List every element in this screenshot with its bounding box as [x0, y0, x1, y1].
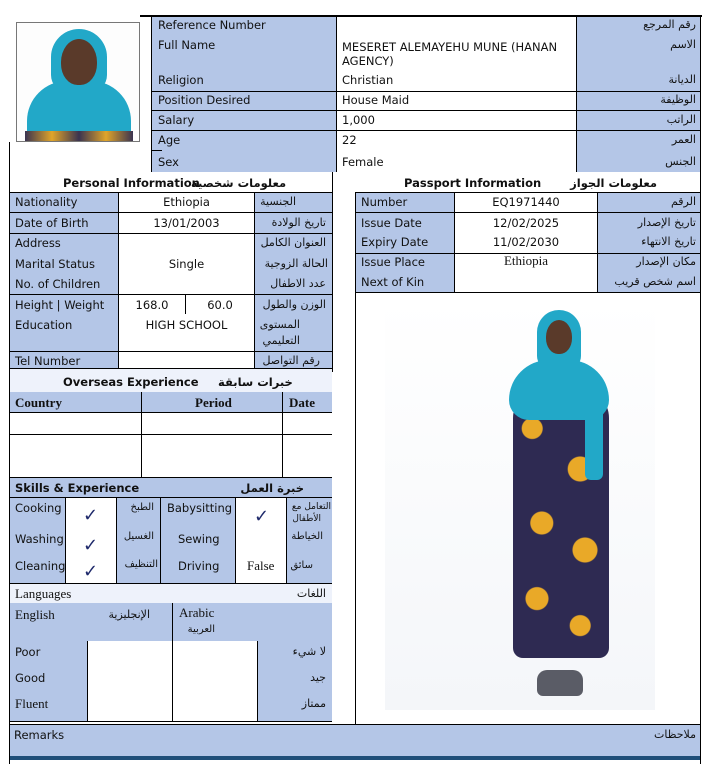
headshot-photo: [16, 22, 140, 142]
expiry-date-value: 11/02/2030: [492, 235, 560, 249]
skill-babysitting-label-ar-2: الأطفال: [292, 514, 321, 524]
row-divider: [10, 721, 332, 722]
position-label: Position Desired: [158, 93, 251, 107]
skill-babysitting-label: Babysitting: [167, 501, 233, 515]
skill-sewing-label-ar: الخياطة: [291, 531, 323, 542]
col-header-country: Country: [15, 395, 62, 410]
religion-label-ar: الديانة: [668, 73, 696, 86]
col-header-period: Period: [195, 395, 232, 410]
sex-label-ar: الجنس: [665, 155, 696, 168]
position-value: House Maid: [342, 93, 410, 107]
passport-number-value: EQ1971440: [492, 195, 560, 209]
education-value: HIGH SCHOOL: [145, 318, 228, 332]
col-divider: [160, 497, 161, 583]
tel-label: Tel Number: [15, 354, 81, 368]
skill-sewing-label: Sewing: [178, 532, 220, 546]
skill-babysitting-label-ar-1: التعامل مع: [291, 502, 331, 512]
skill-cleaning-label-ar: التنظيف: [124, 559, 158, 570]
row-divider: [10, 412, 332, 413]
age-label: Age: [158, 133, 181, 147]
skill-cooking-check-icon: ✓: [83, 505, 99, 526]
issue-date-label-ar: تاريخ الإصدار: [637, 216, 696, 229]
passport-title-ar: معلومات الجواز: [570, 176, 657, 190]
col-divider: [282, 392, 283, 477]
education-label: Education: [15, 318, 73, 332]
overseas-title: Overseas Experience: [63, 375, 199, 389]
col-divider: [87, 641, 88, 721]
personal-title-ar: معلومات شخصية: [191, 176, 287, 190]
frame-line: [9, 724, 10, 764]
col-divider: [576, 17, 577, 172]
marital-label-ar: الحالة الزوجية: [264, 257, 328, 270]
expiry-date-label-ar: تاريخ الانتهاء: [641, 235, 696, 248]
dress-strip: [25, 131, 133, 142]
lang-english-label: English: [15, 607, 55, 622]
religion-label: Religion: [158, 73, 204, 87]
overseas-title-ar: خبرات سابقة: [218, 375, 293, 389]
skill-washing-label: Washing: [15, 532, 64, 546]
col-divider: [235, 497, 236, 583]
lang-arabic-value-cell: [173, 641, 257, 721]
salary-label: Salary: [158, 113, 195, 127]
languages-title-ar: اللغات: [296, 587, 326, 600]
expiry-date-label: Expiry Date: [361, 235, 429, 249]
dob-label: Date of Birth: [15, 216, 89, 230]
dob-label-ar: تاريخ الولادة: [271, 216, 326, 229]
remarks-row: [10, 725, 700, 756]
level-fluent-label-ar: ممتاز: [301, 697, 326, 710]
full-name-value-line1: MESERET ALEMAYEHU MUNE (HANAN: [342, 40, 558, 54]
skill-babysitting-check-icon: ✓: [254, 506, 270, 527]
skill-driving-label: Driving: [178, 559, 220, 573]
lang-arabic-label-ar: العربية: [187, 624, 215, 635]
level-poor-label: Poor: [15, 645, 41, 659]
col-divider: [597, 193, 598, 292]
row-divider: [152, 130, 700, 131]
row-divider: [10, 351, 332, 352]
col-divider: [141, 392, 142, 477]
col-divider: [254, 193, 255, 368]
bottom-bar: [10, 756, 700, 760]
marital-value: Single: [168, 257, 205, 271]
weight-value: 60.0: [207, 298, 233, 312]
face-shape: [546, 320, 572, 354]
height-weight-label-ar: الوزن والطول: [262, 298, 326, 311]
skill-washing-check-icon: ✓: [83, 535, 99, 556]
next-of-kin-label: Next of Kin: [361, 275, 425, 289]
row-divider: [152, 150, 162, 151]
position-label-ar: الوظيفة: [660, 93, 696, 106]
sex-label: Sex: [158, 155, 179, 169]
row-divider: [10, 294, 332, 295]
education-label-ar-2: التعليمي: [262, 334, 300, 347]
address-label-ar: العنوان الكامل: [260, 236, 326, 249]
passport-title: Passport Information: [404, 176, 542, 190]
row-divider: [10, 233, 332, 234]
col-divider: [172, 603, 173, 721]
row-divider: [152, 91, 700, 92]
passport-number-label: Number: [361, 195, 408, 209]
sandals-shape: [537, 670, 583, 696]
frame-line: [332, 172, 333, 372]
col-divider: [336, 17, 337, 172]
children-label: No. of Children: [15, 277, 101, 291]
skill-driving-label-ar: سائق: [290, 560, 313, 571]
col-divider: [116, 497, 117, 583]
salary-value: 1,000: [342, 113, 375, 127]
remarks-label-ar: ملاحظات: [654, 728, 696, 741]
nationality-label: Nationality: [15, 195, 78, 209]
skill-cooking-label-ar: الطبخ: [130, 502, 154, 513]
level-good-label-ar: جيد: [310, 671, 326, 684]
full-name-label-ar: الاسم: [670, 38, 696, 51]
frame-line: [700, 724, 701, 764]
issue-date-label: Issue Date: [361, 216, 422, 230]
skills-title: Skills & Experience: [15, 481, 140, 495]
row-divider: [10, 434, 332, 435]
nationality-value: Ethiopia: [163, 195, 210, 209]
level-poor-label-ar: لا شيء: [292, 645, 326, 658]
nationality-label-ar: الجنسية: [260, 195, 296, 208]
salary-label-ar: الراتب: [666, 113, 696, 126]
issue-place-label-ar: مكان الإصدار: [636, 255, 696, 268]
ref-number-label-ar: رقم المرجع: [643, 18, 696, 31]
dob-value: 13/01/2003: [153, 216, 220, 230]
level-good-label: Good: [15, 671, 46, 685]
face-shape: [61, 39, 97, 85]
row-divider: [10, 212, 332, 213]
sex-value: Female: [342, 155, 384, 169]
skill-driving-value: False: [247, 558, 275, 573]
row-divider: [152, 110, 700, 111]
age-value: 22: [342, 133, 357, 147]
frame-line: [700, 172, 701, 724]
skill-washing-label-ar: الغسيل: [123, 531, 154, 542]
religion-value: Christian: [342, 73, 394, 87]
frame-line: [355, 292, 356, 724]
remarks-label: Remarks: [14, 728, 65, 742]
full-name-value-line2: AGENCY): [342, 54, 394, 68]
education-label-ar-1: المستوى: [259, 318, 300, 331]
issue-place-label: Issue Place: [361, 255, 425, 269]
passport-number-label-ar: الرقم: [670, 195, 696, 208]
skill-cleaning-label: Cleaning: [15, 559, 66, 573]
col-divider: [700, 17, 701, 172]
level-fluent-label: Fluent: [15, 696, 49, 711]
full-body-photo: [385, 300, 655, 710]
height-weight-label: Height | Weight: [15, 298, 105, 312]
row-divider: [355, 292, 700, 293]
frame-line: [9, 142, 10, 174]
scarf-tail: [585, 390, 603, 480]
col-divider: [257, 641, 258, 721]
ref-number-label: Reference Number: [158, 18, 266, 32]
skill-cooking-label: Cooking: [15, 501, 62, 515]
row-divider: [355, 212, 700, 213]
col-divider: [151, 17, 152, 172]
lang-arabic-label: Arabic: [179, 605, 215, 620]
full-name-label: Full Name: [158, 38, 216, 52]
languages-title: Languages: [15, 586, 72, 601]
height-value: 168.0: [135, 298, 169, 312]
lang-english-label-ar: الإنجليزية: [108, 608, 150, 621]
tel-label-ar: رقم التواصل: [262, 354, 320, 367]
personal-title: Personal Information: [63, 176, 200, 190]
next-of-kin-label-ar: اسم شخص قريب: [614, 275, 696, 288]
skills-title-ar: خبرة العمل: [240, 481, 304, 495]
col-header-date: Date: [289, 395, 315, 410]
marital-label: Marital Status: [15, 257, 95, 271]
issue-date-value: 12/02/2025: [492, 216, 560, 230]
address-label: Address: [15, 236, 61, 250]
skill-cleaning-check-icon: ✓: [83, 561, 99, 582]
issue-place-value: Ethiopia: [503, 253, 549, 268]
lang-english-value-cell: [88, 641, 172, 721]
age-label-ar: العمر: [671, 133, 696, 146]
children-label-ar: عدد الاطفال: [270, 277, 326, 290]
